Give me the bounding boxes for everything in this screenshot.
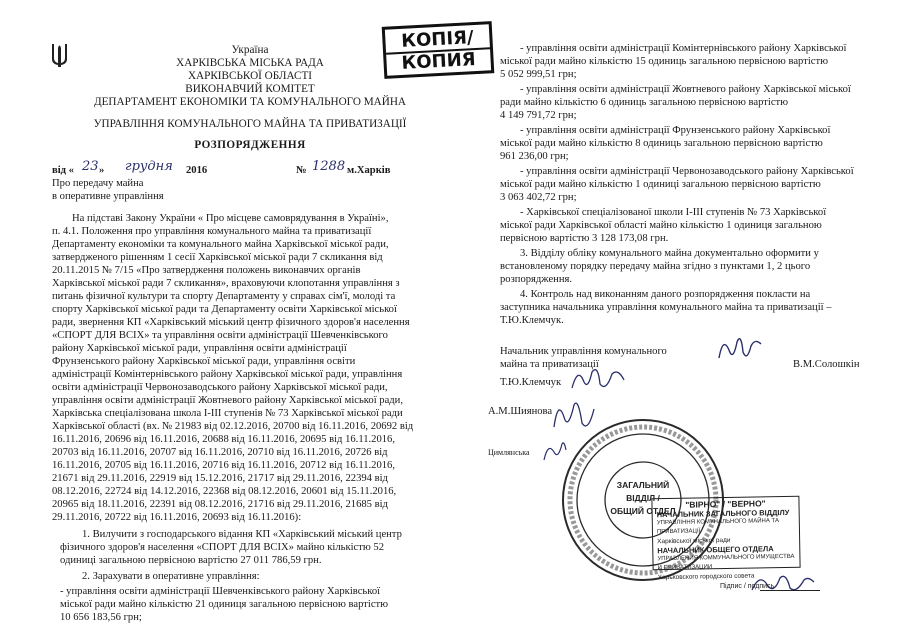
text-line: Харківської області (вх. № 21983 від 02.12.2016, 20700 від 16.11.2016, 20692 від: [52, 421, 414, 432]
text-line: 3 063 402,72 грн;: [500, 192, 577, 203]
trident-emblem-icon: [51, 42, 68, 68]
text-line: Департаменту економіки та комунального майна Харківської міської ради,: [52, 239, 389, 250]
text-line: 20703 від 16.11.2016, 20707 від 16.11.2016, 20710 від 16.11.2016, 20726 від: [52, 447, 388, 458]
header-city-council: ХАРКІВСЬКА МІСЬКА РАДА: [176, 57, 324, 69]
text-line: 16.11.2016, 20696 від 16.11.2016, 20688 від 16.11.2016, 20695 від 16.11.2016,: [52, 434, 396, 445]
text-line: встановленому порядку передачу майна згідно з пунктами 1, 2 цього: [500, 261, 811, 272]
text-line: управління освіти адміністрації Жовтневого району Харківської міської ради,: [52, 395, 404, 406]
text-line: фізичного здоров'я населення «СПОРТ ДЛЯ ВСІХ» майно кількістю 52: [60, 542, 385, 553]
text-line: освіти адміністрації Червонозаводського району Харківської міської ради,: [52, 382, 388, 393]
text-line: адміністрації Комінтернівського району Харківської міської ради, управління: [52, 369, 403, 380]
text-line: 5 052 999,51 грн;: [500, 69, 577, 80]
text-line: міської ради майно кількістю 21 одиниця загальною первісною вартістю: [60, 599, 389, 610]
document-type-title: РОЗПОРЯДЖЕННЯ: [194, 139, 306, 151]
signatory-title-line-2: майна та приватизації: [500, 359, 599, 370]
date-prefix: від «: [52, 165, 74, 176]
text-line: 10 656 183,56 грн;: [60, 612, 142, 623]
date-month-handwritten: грудня: [125, 159, 173, 174]
text-line: 20.11.2015 № 7/15 «Про затвердження положень виконавчих органів: [52, 265, 361, 276]
text-line: затвердженого рішенням 1 сесії Харківської міської ради 7 скликання від: [52, 252, 383, 263]
rect-stamp-line-1: "ВІРНО" / "ВЕРНО": [685, 498, 766, 510]
text-line: району Харківської міської ради, управління освіти адміністрації: [52, 343, 347, 354]
header-country: Україна: [231, 44, 269, 56]
head-signature-icon: [715, 328, 765, 368]
number-prefix: №: [296, 165, 307, 176]
text-line: 21671 від 29.11.2016, 22919 від 15.12.2016, 21717 від 29.11.2016, 22394 від: [52, 473, 388, 484]
subject-line-1: Про передачу майна: [52, 178, 144, 189]
text-line: - управління освіти адміністрації Шевченківського району Харківської: [60, 586, 381, 597]
text-line: міської ради Харківської області майно кількістю 1 одиниця загальною: [500, 220, 822, 231]
text-line: ради, звернення КП «Харківський міський центр фізичного здоров'я населення: [52, 317, 410, 328]
round-stamp-center-line-3: ОБЩИЙ ОТДЕЛ: [610, 506, 676, 516]
klemchuk-signature-icon: [568, 362, 628, 394]
text-line: 3. Відділу обліку комунального майна документально оформити у: [520, 248, 819, 259]
date-quote-close: »: [99, 165, 105, 176]
rect-stamp-line-2: НАЧАЛЬНИК ЗАГАЛЬНОГО ВІДДІЛУ: [656, 507, 790, 520]
text-line: ради майно кількістю 6 одиниць загальною первісною вартістю: [500, 97, 789, 108]
round-stamp-center-line-2: ВІДДІЛ /: [626, 493, 660, 503]
date-day-handwritten: 23: [82, 159, 99, 174]
text-line: 961 236,00 грн;: [500, 151, 569, 162]
text-line: спорту Харківської міської ради та Департаменту освіти Харківської міської: [52, 304, 397, 315]
document-page-left: [0, 0, 450, 638]
text-line: розпорядження.: [500, 274, 573, 285]
signatory-name: В.М.Солошкін: [793, 359, 860, 370]
text-line: 1. Вилучити з господарського відання КП «Харківський міський центр: [82, 529, 402, 540]
text-line: міської ради майно кількістю 8 одиниць загальною первісною вартістю: [500, 138, 823, 149]
text-line: міської ради майно кількістю 1 одиниці загальною первісною вартістю: [500, 179, 821, 190]
header-committee: ВИКОНАВЧИЙ КОМІТЕТ: [185, 83, 315, 95]
rect-stamp-line-3: УПРАВЛІННЯ КОМУНАЛЬНОГО МАЙНА ТА ПРИВАТИЗАЦІЇ: [656, 518, 780, 536]
signatory-title-line-1: Начальник управління комунального: [500, 346, 667, 357]
text-line: На підставі Закону України « Про місцеве самоврядування в Україні»,: [72, 213, 389, 224]
document-number-handwritten: 1288: [312, 159, 346, 174]
subject-line-2: в оперативне управління: [52, 191, 164, 202]
text-line: 4 149 791,72 грн;: [500, 110, 577, 121]
city-name: м.Харків: [347, 165, 391, 176]
date-year: 2016: [186, 165, 208, 176]
header-department: ДЕПАРТАМЕНТ ЕКОНОМІКИ ТА КОМУНАЛЬНОГО МАЙНА: [93, 96, 407, 108]
text-line: заступника начальника управління комунального майна та приватизації –: [500, 302, 832, 313]
text-line: 16.11.2016, 20705 від 16.11.2016, 20716 від 16.11.2016, 20712 від 16.11.2016,: [52, 460, 396, 471]
header-directorate: УПРАВЛІННЯ КОМУНАЛЬНОГО МАЙНА ТА ПРИВАТИЗАЦІЇ: [93, 118, 407, 130]
text-line: 4. Контроль над виконанням даного розпорядження покласти на: [520, 289, 811, 300]
approval-shiyanova-name: А.М.Шиянова: [488, 406, 553, 417]
text-line: - управління освіти адміністрації Комінтернівського району Харківської: [520, 43, 847, 54]
text-line: міської ради майно кількістю 15 одиниць загальною первісною вартістю: [500, 56, 829, 67]
approval-klemchuk-name: Т.Ю.Клемчук: [500, 377, 562, 388]
text-line: - управління освіти адміністрації Жовтневого району Харківської міської: [520, 84, 851, 95]
item-2-title: 2. Зарахувати в оперативне управління:: [82, 571, 260, 582]
approval-tsymlyanska-name: Цимлянська: [488, 448, 530, 457]
text-line: - управління освіти адміністрації Червонозаводського району Харківської: [520, 166, 854, 177]
text-line: одиниці загальною первісною вартістю 27 011 786,59 грн.: [60, 555, 322, 566]
copy-stamp-line-2: КОПИЯ: [386, 47, 491, 74]
text-line: питань фізичної культури та спорту Департаменту у справах сім'ї, молоді та: [52, 291, 396, 302]
rect-stamp-line-4: Харківської міської ради: [657, 536, 731, 546]
header-oblast: ХАРКІВСЬКОЇ ОБЛАСТІ: [187, 70, 313, 82]
text-line: Харківська спеціалізована школа І-ІІІ ступенів № 73 Харківської міської ради: [52, 408, 403, 419]
text-line: - Харківської спеціалізованої школи І-ІІІ ступенів № 73 Харківської: [520, 207, 827, 218]
rect-stamp-line-6: УПРАВЛЕНИЯ КОММУНАЛЬНОГО ИМУЩЕСТВА И ПРИВАТИЗАЦИИ: [657, 553, 795, 572]
rect-stamp-line-7: Харьковского городского совета: [657, 572, 755, 582]
text-line: Харківської міської ради 7 скликання», враховуючи клопотання управління з: [52, 278, 400, 289]
round-stamp-center-line-1: ЗАГАЛЬНИЙ: [616, 480, 670, 490]
copy-stamp-line-1: КОПІЯ/: [400, 27, 475, 52]
text-line: Фрунзенського району Харківської міської ради, управління освіти: [52, 356, 356, 367]
certified-copy-stamp: [651, 496, 800, 582]
text-line: Т.Ю.Клемчук.: [500, 315, 564, 326]
text-line: «СПОРТ ДЛЯ ВСІХ» та управління освіти адміністрації Шевченківського: [52, 330, 388, 341]
text-line: 29.11.2016, 20722 від 16.11.2016, 20693 від 16.11.2016):: [52, 512, 302, 523]
text-line: первісною вартістю 3 128 173,08 грн.: [500, 233, 669, 244]
signature-line: [760, 590, 820, 591]
text-line: п. 4.1. Положення про управління комунального майна та приватизації: [52, 226, 372, 237]
text-line: 08.12.2016, 22724 від 14.12.2016, 22368 від 08.12.2016, 20601 від 15.11.2016,: [52, 486, 397, 497]
text-line: - управління освіти адміністрації Фрунзенського району Харківської: [520, 125, 831, 136]
rect-stamp-line-5: НАЧАЛЬНИК ОБЩЕГО ОТДЕЛА: [657, 544, 774, 556]
signature-label: Підпис / подпись: [720, 583, 775, 590]
text-line: 20965 від 18.11.2016, 22391 від 08.12.2016, 21716 від 29.11.2016, 21685 від: [52, 499, 388, 510]
